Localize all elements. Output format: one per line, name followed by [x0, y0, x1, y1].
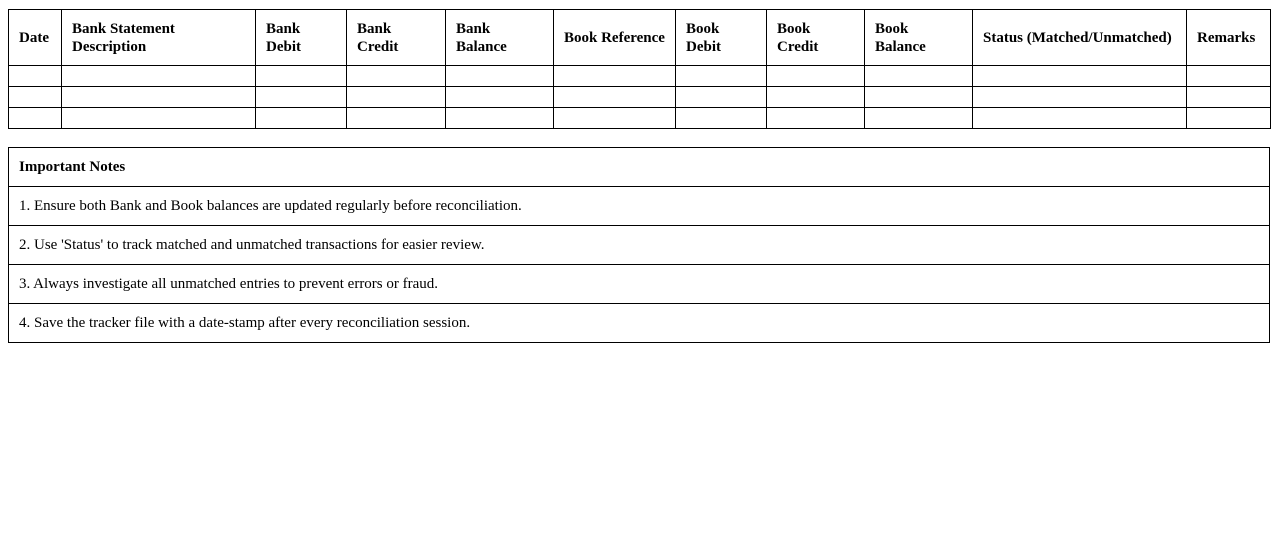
table-cell [9, 66, 62, 87]
table-cell [676, 87, 767, 108]
note-item: 2. Use 'Status' to track matched and unmatched transactions for easier review. [9, 226, 1270, 265]
table-cell [767, 87, 865, 108]
table-cell [554, 66, 676, 87]
note-row [9, 304, 1270, 343]
header-book-credit: Book Credit [767, 10, 865, 66]
table-cell [1187, 108, 1271, 129]
table-cell [9, 108, 62, 129]
table-cell [554, 108, 676, 129]
table-cell [446, 108, 554, 129]
table-cell [973, 87, 1187, 108]
note-item: 3. Always investigate all unmatched entries to prevent errors or fraud. [9, 265, 1270, 304]
table-cell [347, 66, 446, 87]
note-row [9, 226, 1270, 265]
header-bank-debit: Bank Debit [256, 10, 347, 66]
table-cell [767, 108, 865, 129]
table-cell [62, 66, 256, 87]
table-cell [1187, 66, 1271, 87]
table-row [9, 66, 1271, 87]
table-header-row [9, 10, 1271, 66]
table-cell [676, 66, 767, 87]
table-row [9, 87, 1271, 108]
notes-heading-row [9, 148, 1270, 187]
table-cell [256, 87, 347, 108]
header-bank-statement-description: Bank Statement Description [62, 10, 256, 66]
header-bank-balance: Bank Balance [446, 10, 554, 66]
table-cell [446, 87, 554, 108]
note-row [9, 265, 1270, 304]
header-book-balance: Book Balance [865, 10, 973, 66]
header-book-reference: Book Reference [554, 10, 676, 66]
note-row [9, 187, 1270, 226]
table-cell [256, 108, 347, 129]
reconciliation-document [8, 9, 1270, 343]
table-row [9, 108, 1271, 129]
header-bank-credit: Bank Credit [347, 10, 446, 66]
table-cell [9, 87, 62, 108]
table-cell [973, 66, 1187, 87]
table-cell [973, 108, 1187, 129]
table-cell [865, 87, 973, 108]
note-item: 1. Ensure both Bank and Book balances are updated regularly before reconciliation. [9, 187, 1270, 226]
table-cell [865, 108, 973, 129]
table-cell [62, 87, 256, 108]
table-cell [256, 66, 347, 87]
header-date: Date [9, 10, 62, 66]
table-cell [865, 66, 973, 87]
important-notes-table [8, 147, 1270, 343]
note-item: 4. Save the tracker file with a date-stamp after every reconciliation session. [9, 304, 1270, 343]
header-remarks: Remarks [1187, 10, 1271, 66]
table-cell [767, 66, 865, 87]
table-cell [347, 108, 446, 129]
table-cell [1187, 87, 1271, 108]
notes-heading: Important Notes [9, 148, 1270, 187]
table-cell [676, 108, 767, 129]
header-status: Status (Matched/Unmatched) [973, 10, 1187, 66]
reconciliation-table [8, 9, 1271, 129]
header-book-debit: Book Debit [676, 10, 767, 66]
table-cell [62, 108, 256, 129]
table-cell [347, 87, 446, 108]
table-cell [554, 87, 676, 108]
table-cell [446, 66, 554, 87]
